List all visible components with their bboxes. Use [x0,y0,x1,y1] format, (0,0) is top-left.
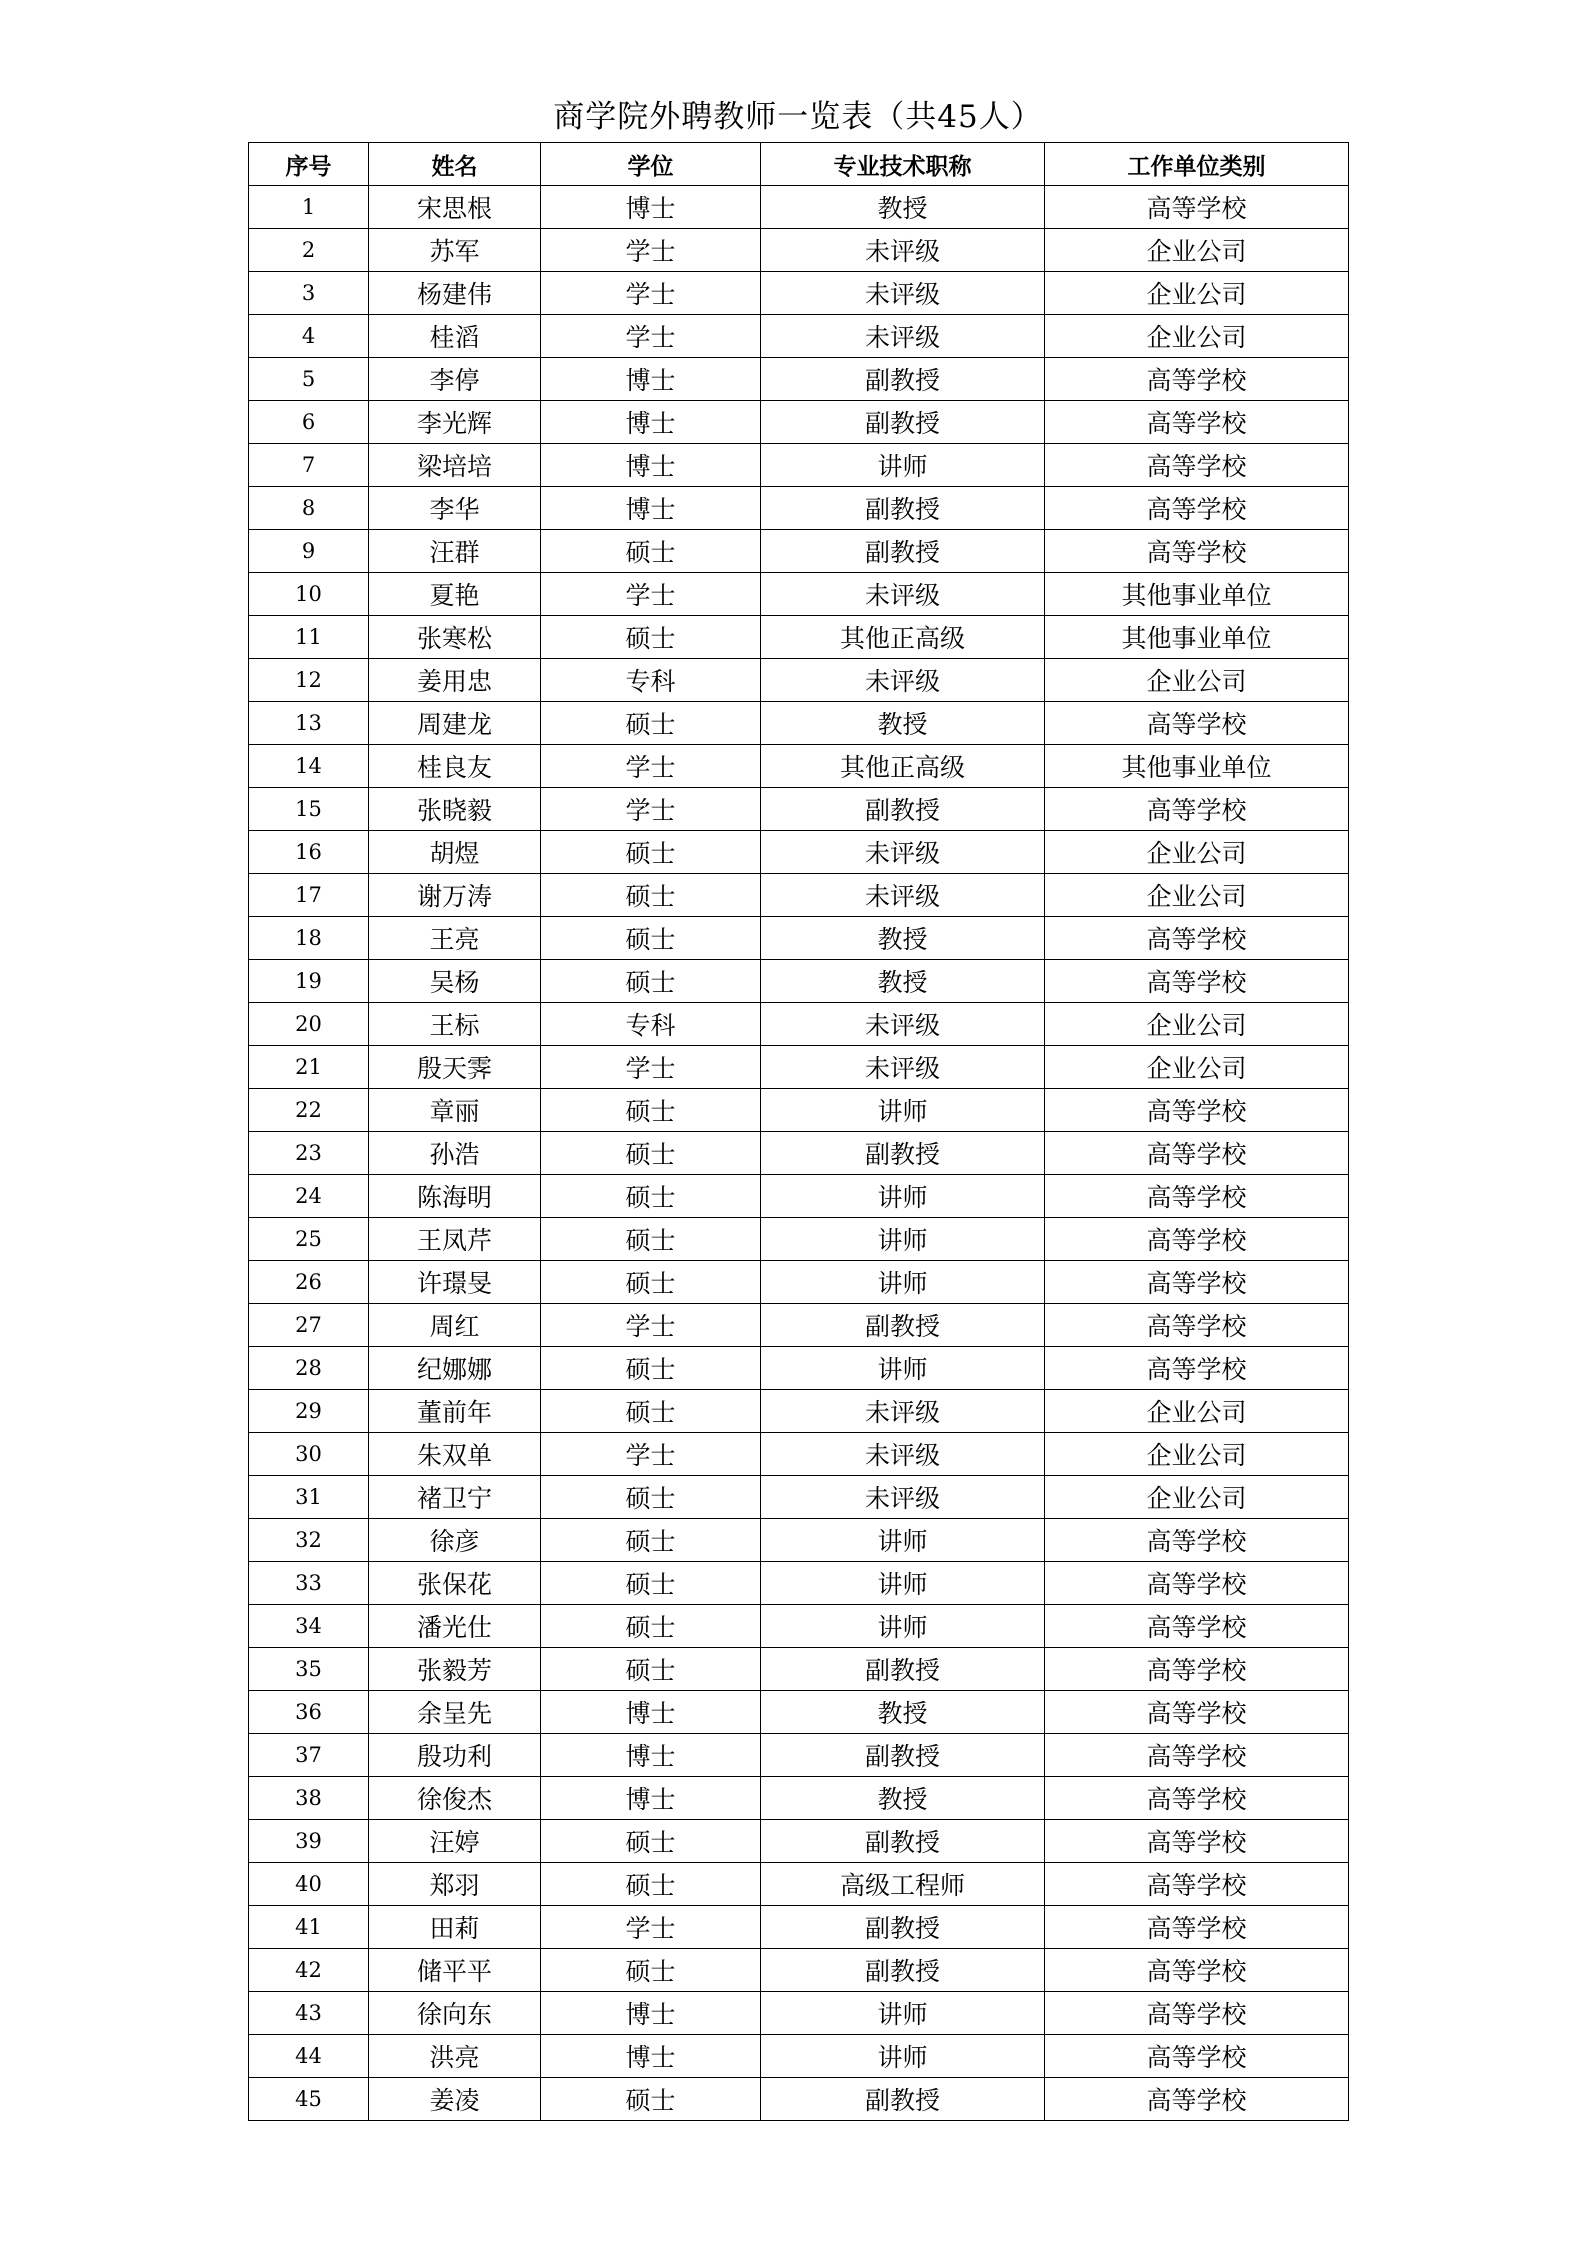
cell-serial-number: 37 [249,1734,369,1777]
cell-employer-category: 其他事业单位 [1045,616,1349,659]
cell-serial-number: 22 [249,1089,369,1132]
cell-employer-category: 企业公司 [1045,1003,1349,1046]
cell-degree: 硕士 [541,1089,761,1132]
cell-name: 梁培培 [369,444,541,487]
cell-serial-number: 41 [249,1906,369,1949]
cell-degree: 学士 [541,745,761,788]
table-row [249,831,1349,874]
cell-degree: 硕士 [541,1949,761,1992]
table-row [249,1734,1349,1777]
cell-serial-number: 11 [249,616,369,659]
cell-professional-title: 教授 [761,1777,1045,1820]
cell-name: 汪群 [369,530,541,573]
cell-employer-category: 高等学校 [1045,1777,1349,1820]
table-row [249,1648,1349,1691]
cell-degree: 学士 [541,229,761,272]
cell-name: 纪娜娜 [369,1347,541,1390]
cell-serial-number: 43 [249,1992,369,2035]
table-row [249,1390,1349,1433]
cell-serial-number: 17 [249,874,369,917]
cell-name: 储平平 [369,1949,541,1992]
cell-serial-number: 8 [249,487,369,530]
table-row [249,1992,1349,2035]
cell-name: 李停 [369,358,541,401]
cell-serial-number: 14 [249,745,369,788]
cell-employer-category: 高等学校 [1045,960,1349,1003]
cell-employer-category: 高等学校 [1045,2035,1349,2078]
cell-professional-title: 讲师 [761,1218,1045,1261]
table-row [249,1476,1349,1519]
cell-employer-category: 高等学校 [1045,1347,1349,1390]
cell-professional-title: 副教授 [761,1906,1045,1949]
cell-professional-title: 副教授 [761,1734,1045,1777]
cell-employer-category: 高等学校 [1045,401,1349,444]
cell-employer-category: 高等学校 [1045,1261,1349,1304]
cell-serial-number: 10 [249,573,369,616]
cell-degree: 硕士 [541,530,761,573]
table-row [249,487,1349,530]
cell-serial-number: 30 [249,1433,369,1476]
cell-professional-title: 讲师 [761,1175,1045,1218]
cell-professional-title: 副教授 [761,358,1045,401]
cell-serial-number: 6 [249,401,369,444]
cell-serial-number: 45 [249,2078,369,2121]
cell-serial-number: 23 [249,1132,369,1175]
cell-professional-title: 未评级 [761,315,1045,358]
cell-name: 周红 [369,1304,541,1347]
cell-name: 李华 [369,487,541,530]
cell-degree: 学士 [541,1304,761,1347]
cell-serial-number: 31 [249,1476,369,1519]
cell-degree: 博士 [541,358,761,401]
cell-employer-category: 高等学校 [1045,1218,1349,1261]
cell-employer-category: 高等学校 [1045,1906,1349,1949]
cell-employer-category: 高等学校 [1045,1175,1349,1218]
cell-name: 陈海明 [369,1175,541,1218]
cell-name: 夏艳 [369,573,541,616]
document-title: 商学院外聘教师一览表（共45人） [553,99,1043,135]
cell-degree: 硕士 [541,616,761,659]
cell-professional-title: 副教授 [761,401,1045,444]
table-row [249,229,1349,272]
cell-serial-number: 42 [249,1949,369,1992]
cell-professional-title: 教授 [761,186,1045,229]
cell-degree: 硕士 [541,874,761,917]
cell-professional-title: 副教授 [761,1949,1045,1992]
cell-employer-category: 企业公司 [1045,229,1349,272]
cell-degree: 专科 [541,659,761,702]
cell-degree: 学士 [541,315,761,358]
cell-professional-title: 副教授 [761,530,1045,573]
cell-serial-number: 36 [249,1691,369,1734]
cell-professional-title: 副教授 [761,1648,1045,1691]
cell-professional-title: 未评级 [761,1476,1045,1519]
cell-employer-category: 高等学校 [1045,1820,1349,1863]
cell-employer-category: 其他事业单位 [1045,573,1349,616]
header-row [249,143,1349,186]
cell-name: 谢万涛 [369,874,541,917]
table-row [249,1046,1349,1089]
cell-name: 潘光仕 [369,1605,541,1648]
cell-serial-number: 32 [249,1519,369,1562]
table-row [249,315,1349,358]
cell-name: 章丽 [369,1089,541,1132]
cell-employer-category: 企业公司 [1045,831,1349,874]
table-row [249,1433,1349,1476]
cell-degree: 学士 [541,1433,761,1476]
table-row [249,1347,1349,1390]
table-row [249,1003,1349,1046]
cell-employer-category: 高等学校 [1045,1304,1349,1347]
cell-degree: 硕士 [541,917,761,960]
cell-professional-title: 未评级 [761,229,1045,272]
table-row [249,1691,1349,1734]
table-row [249,272,1349,315]
cell-employer-category: 高等学校 [1045,487,1349,530]
cell-serial-number: 38 [249,1777,369,1820]
cell-professional-title: 未评级 [761,1046,1045,1089]
cell-employer-category: 高等学校 [1045,1863,1349,1906]
cell-serial-number: 27 [249,1304,369,1347]
cell-degree: 硕士 [541,1562,761,1605]
cell-name: 王凤芹 [369,1218,541,1261]
cell-name: 吴杨 [369,960,541,1003]
cell-professional-title: 副教授 [761,487,1045,530]
cell-professional-title: 高级工程师 [761,1863,1045,1906]
cell-professional-title: 其他正高级 [761,745,1045,788]
cell-degree: 硕士 [541,2078,761,2121]
cell-employer-category: 企业公司 [1045,1390,1349,1433]
cell-degree: 硕士 [541,1863,761,1906]
cell-professional-title: 副教授 [761,2078,1045,2121]
cell-degree: 硕士 [541,1132,761,1175]
cell-name: 洪亮 [369,2035,541,2078]
cell-name: 余呈先 [369,1691,541,1734]
cell-degree: 博士 [541,186,761,229]
cell-name: 徐向东 [369,1992,541,2035]
table-row [249,616,1349,659]
cell-name: 董前年 [369,1390,541,1433]
table-row [249,1175,1349,1218]
table-row [249,1132,1349,1175]
cell-name: 田莉 [369,1906,541,1949]
cell-employer-category: 高等学校 [1045,1992,1349,2035]
table-row [249,444,1349,487]
cell-employer-category: 高等学校 [1045,917,1349,960]
cell-degree: 硕士 [541,1476,761,1519]
cell-professional-title: 讲师 [761,2035,1045,2078]
cell-employer-category: 高等学校 [1045,186,1349,229]
cell-professional-title: 副教授 [761,788,1045,831]
table-row [249,530,1349,573]
header-professional-title: 专业技术职称 [761,143,1045,186]
table-row [249,1562,1349,1605]
cell-name: 殷天霁 [369,1046,541,1089]
table-row [249,1820,1349,1863]
cell-serial-number: 7 [249,444,369,487]
cell-name: 桂良友 [369,745,541,788]
cell-degree: 博士 [541,1691,761,1734]
cell-professional-title: 讲师 [761,1992,1045,2035]
cell-name: 周建龙 [369,702,541,745]
cell-name: 汪婷 [369,1820,541,1863]
table-row [249,1605,1349,1648]
cell-professional-title: 未评级 [761,874,1045,917]
cell-degree: 硕士 [541,960,761,1003]
cell-name: 胡煜 [369,831,541,874]
cell-professional-title: 讲师 [761,1605,1045,1648]
cell-employer-category: 高等学校 [1045,1691,1349,1734]
table-row [249,788,1349,831]
cell-name: 褚卫宁 [369,1476,541,1519]
cell-serial-number: 2 [249,229,369,272]
cell-serial-number: 25 [249,1218,369,1261]
cell-professional-title: 副教授 [761,1820,1045,1863]
cell-employer-category: 企业公司 [1045,1476,1349,1519]
cell-name: 姜凌 [369,2078,541,2121]
cell-employer-category: 企业公司 [1045,1433,1349,1476]
cell-serial-number: 13 [249,702,369,745]
table-row [249,1863,1349,1906]
table-row [249,1949,1349,1992]
cell-degree: 博士 [541,487,761,530]
cell-employer-category: 高等学校 [1045,1949,1349,1992]
cell-employer-category: 高等学校 [1045,788,1349,831]
header-employer-category: 工作单位类别 [1045,143,1349,186]
table-row [249,1089,1349,1132]
cell-professional-title: 讲师 [761,1089,1045,1132]
cell-degree: 博士 [541,1992,761,2035]
cell-degree: 硕士 [541,1605,761,1648]
cell-serial-number: 24 [249,1175,369,1218]
cell-name: 桂滔 [369,315,541,358]
cell-degree: 学士 [541,1906,761,1949]
cell-degree: 学士 [541,1046,761,1089]
cell-professional-title: 未评级 [761,272,1045,315]
cell-degree: 硕士 [541,1390,761,1433]
cell-degree: 博士 [541,444,761,487]
cell-name: 许璟旻 [369,1261,541,1304]
cell-serial-number: 18 [249,917,369,960]
cell-serial-number: 33 [249,1562,369,1605]
cell-professional-title: 副教授 [761,1132,1045,1175]
cell-degree: 硕士 [541,1648,761,1691]
cell-degree: 博士 [541,401,761,444]
cell-degree: 博士 [541,1734,761,1777]
cell-serial-number: 39 [249,1820,369,1863]
cell-degree: 硕士 [541,1175,761,1218]
cell-serial-number: 3 [249,272,369,315]
cell-degree: 专科 [541,1003,761,1046]
header-name: 姓名 [369,143,541,186]
cell-degree: 学士 [541,573,761,616]
table-row [249,1218,1349,1261]
cell-serial-number: 1 [249,186,369,229]
cell-employer-category: 企业公司 [1045,315,1349,358]
cell-employer-category: 高等学校 [1045,702,1349,745]
table-header [249,143,1349,186]
cell-serial-number: 20 [249,1003,369,1046]
cell-degree: 硕士 [541,831,761,874]
cell-employer-category: 其他事业单位 [1045,745,1349,788]
cell-professional-title: 未评级 [761,1390,1045,1433]
cell-professional-title: 未评级 [761,573,1045,616]
cell-employer-category: 高等学校 [1045,1734,1349,1777]
cell-name: 张保花 [369,1562,541,1605]
table-row [249,186,1349,229]
cell-degree: 博士 [541,2035,761,2078]
table-body [249,186,1349,2121]
cell-employer-category: 高等学校 [1045,358,1349,401]
table-row [249,1519,1349,1562]
cell-name: 张晓毅 [369,788,541,831]
table-row [249,874,1349,917]
cell-serial-number: 12 [249,659,369,702]
table-row [249,917,1349,960]
header-degree: 学位 [541,143,761,186]
cell-professional-title: 未评级 [761,1433,1045,1476]
table-row [249,745,1349,788]
cell-degree: 硕士 [541,1261,761,1304]
cell-employer-category: 高等学校 [1045,1562,1349,1605]
cell-name: 王标 [369,1003,541,1046]
teacher-table [248,142,1349,2121]
cell-professional-title: 教授 [761,702,1045,745]
cell-serial-number: 19 [249,960,369,1003]
cell-employer-category: 企业公司 [1045,1046,1349,1089]
cell-degree: 博士 [541,1777,761,1820]
cell-professional-title: 未评级 [761,659,1045,702]
cell-professional-title: 讲师 [761,1519,1045,1562]
cell-name: 张毅芳 [369,1648,541,1691]
cell-name: 孙浩 [369,1132,541,1175]
cell-professional-title: 未评级 [761,831,1045,874]
cell-serial-number: 28 [249,1347,369,1390]
cell-serial-number: 35 [249,1648,369,1691]
cell-name: 宋思根 [369,186,541,229]
cell-employer-category: 高等学校 [1045,1519,1349,1562]
table-row [249,1304,1349,1347]
cell-employer-category: 企业公司 [1045,659,1349,702]
cell-degree: 学士 [541,788,761,831]
cell-serial-number: 44 [249,2035,369,2078]
cell-professional-title: 教授 [761,917,1045,960]
cell-degree: 硕士 [541,1820,761,1863]
table-row [249,960,1349,1003]
table-row [249,659,1349,702]
table-row [249,358,1349,401]
table-row [249,2078,1349,2121]
cell-employer-category: 高等学校 [1045,1089,1349,1132]
cell-name: 李光辉 [369,401,541,444]
cell-employer-category: 企业公司 [1045,874,1349,917]
cell-serial-number: 15 [249,788,369,831]
cell-employer-category: 高等学校 [1045,444,1349,487]
header-serial-number: 序号 [249,143,369,186]
cell-employer-category: 高等学校 [1045,1605,1349,1648]
cell-professional-title: 未评级 [761,1003,1045,1046]
cell-professional-title: 教授 [761,960,1045,1003]
table-row [249,401,1349,444]
cell-serial-number: 29 [249,1390,369,1433]
cell-serial-number: 5 [249,358,369,401]
cell-name: 张寒松 [369,616,541,659]
cell-serial-number: 40 [249,1863,369,1906]
table-row [249,702,1349,745]
cell-name: 殷功利 [369,1734,541,1777]
cell-name: 杨建伟 [369,272,541,315]
table-row [249,2035,1349,2078]
cell-degree: 硕士 [541,1218,761,1261]
cell-professional-title: 讲师 [761,1261,1045,1304]
cell-serial-number: 21 [249,1046,369,1089]
cell-name: 苏军 [369,229,541,272]
cell-professional-title: 讲师 [761,1562,1045,1605]
cell-degree: 硕士 [541,702,761,745]
cell-serial-number: 9 [249,530,369,573]
cell-degree: 学士 [541,272,761,315]
table-row [249,1777,1349,1820]
table-row [249,1261,1349,1304]
cell-professional-title: 其他正高级 [761,616,1045,659]
cell-professional-title: 讲师 [761,1347,1045,1390]
cell-name: 王亮 [369,917,541,960]
table-row [249,1906,1349,1949]
cell-name: 徐彦 [369,1519,541,1562]
cell-professional-title: 副教授 [761,1304,1045,1347]
cell-professional-title: 讲师 [761,444,1045,487]
cell-professional-title: 教授 [761,1691,1045,1734]
cell-serial-number: 4 [249,315,369,358]
cell-degree: 硕士 [541,1347,761,1390]
cell-serial-number: 16 [249,831,369,874]
cell-employer-category: 高等学校 [1045,1132,1349,1175]
cell-serial-number: 26 [249,1261,369,1304]
cell-name: 姜用忠 [369,659,541,702]
cell-serial-number: 34 [249,1605,369,1648]
cell-name: 朱双单 [369,1433,541,1476]
cell-employer-category: 高等学校 [1045,1648,1349,1691]
cell-degree: 硕士 [541,1519,761,1562]
cell-employer-category: 企业公司 [1045,272,1349,315]
cell-name: 郑羽 [369,1863,541,1906]
table-row [249,573,1349,616]
cell-employer-category: 高等学校 [1045,530,1349,573]
cell-name: 徐俊杰 [369,1777,541,1820]
cell-employer-category: 高等学校 [1045,2078,1349,2121]
